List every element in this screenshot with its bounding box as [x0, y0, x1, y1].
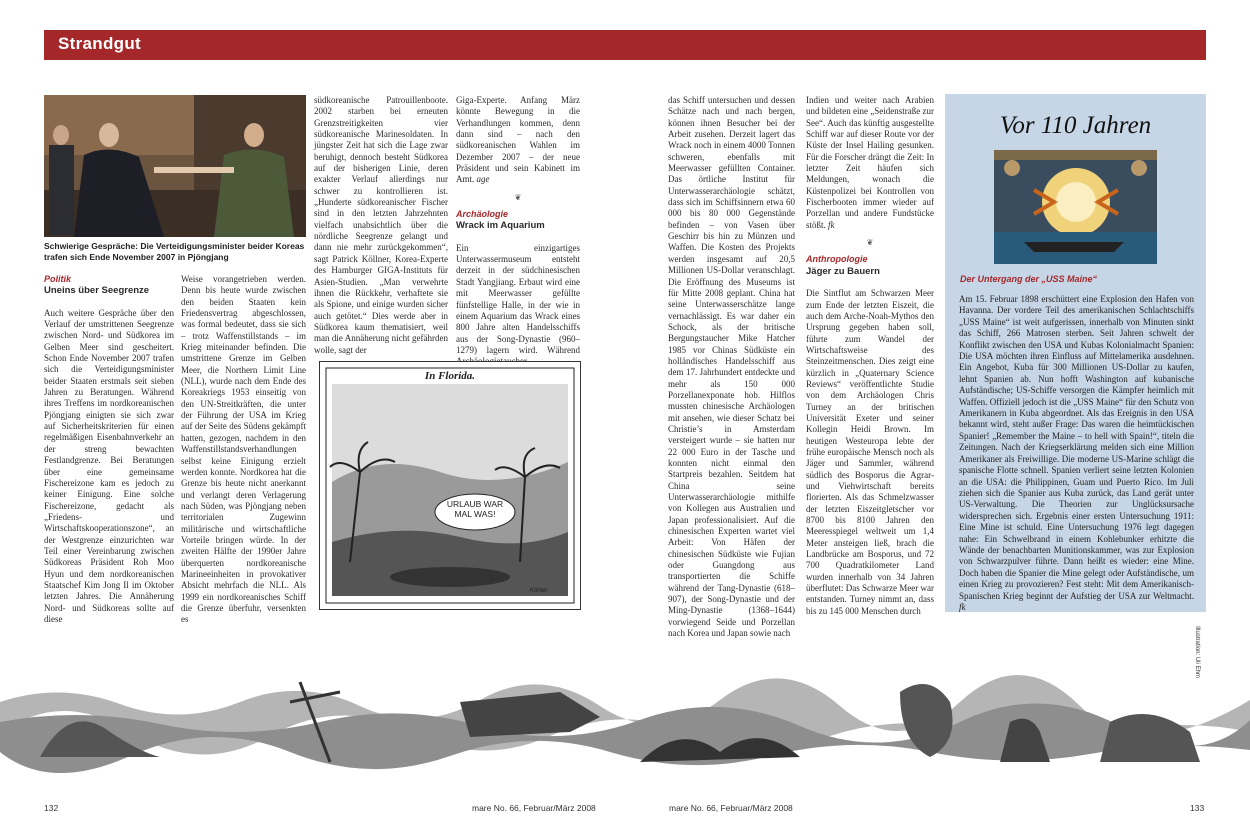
archaeologie-text-2: das Schiff untersuchen und dessen Schätze nach und nach bergen, können ihnen Besucher bei der Arbeit zusehen. Derzeit lagert das Wrack noch in einem 4000 Tonnen schweren, ebenfalls mit Meerwasser gefüllten Container. Das örtliche Institut für Unterwasserarchäologie schätzt, dass sich im Schiffsinnern etwa 60 000 bis 80 000 Gegenstände befinden – von Vasen über Geschirr bis hin zu Münzen und Waffen. Die Kosten des Projekts werden insgesamt auf 20,5 Millionen US-Dollar veranschlagt. Die Eröffnung des Museums ist für Mitte 2008 geplant. China hat seine Unterwasserschätze lange vernachlässigt. Es war daher ein Schock, als der britische Bergungstaucher Mike Hatcher 1985 vor Chinas Südküste ein holländisches Handelsschiff aus dem 17. Jahrhundert entdeckte und mehr als 150 000 Porzellanexponate hob. Hilflos mussten chinesische Archäologen mit ansehen, wie dieser Schatz bei Christie’s in Amsterdam versteigert wurde – sie hatten nur 22 000 Euro in der Tasche und konnten nicht einmal den Startpreis bezahlen. Seitdem hat China seine Unterwasserarchäologie mithilfe von Kollegen aus Australien und Japan professionalisiert. Auf die chinesischen Experten wartet viel Arbeit: Von Häfen der chinesischen Südküste wie Fujian oder Guangdong aus transportierten die Schiffe während der Tang-Dynastie (618–907), der Song-Dynastie und der Ming-Dynastie (1368–1644) vorwiegend Seide und Porzellan nach Korea und Japan sowie nach: [668, 95, 795, 639]
archaeologie-text-1: Ein einzigartiges Unterwassermuseum entsteht derzeit in der südchinesischen Stadt Yangjiang. Erbaut wird eine mit Meerwasser gefüllte fünfstellige Halle, in der wie in einem Aquarium das Wrack eines 800 Jahre alten Handelsschiffs aus der Song-Dynastie (960–1279) lagern wird. Während: [456, 242, 580, 355]
separator-ornament-icon: ❦: [866, 238, 874, 248]
section-header-bar: [44, 30, 1206, 60]
page-number-right: 133: [1190, 803, 1205, 813]
column-6: [806, 95, 934, 616]
anthropologie-kicker: Anthropologie: [806, 254, 868, 265]
cartoon-speech-bubble: URLAUB WAR MAL WAS!: [446, 499, 504, 519]
politik-signature: age: [476, 174, 490, 185]
seabed-illustration: [0, 662, 1250, 792]
uss-maine-illustration: [994, 150, 1157, 264]
cartoon-signature: Köhler: [530, 588, 548, 594]
anthropologie-headline: Jäger zu Bauern: [806, 265, 880, 277]
archaeologie-text-3: Indien und weiter nach Arabien und bildeten eine „Seidenstraße zur See“. Auch das künftig ausgestellte Schiff war auf dieser Route vor der Küste der Insel Hailing gesunken. Für die Forscher drängt die Zeit: In letzter Zeit häufen sich Meldungen, wonach die Küstenpolizei bei Kontrollen von Fischerbooten immer wieder auf Porzellan und andere Fundstücke stößt.: [806, 95, 934, 230]
sidebar-title: Vor 110 Jahren: [999, 112, 1152, 139]
archaeologie-headline: Wrack im Aquarium: [456, 220, 545, 232]
archaeologie-signature: fk: [828, 219, 835, 230]
cartoon-illustration: [320, 362, 580, 609]
section-title: Strandgut: [58, 34, 141, 53]
cartoon-frame: [319, 361, 581, 610]
sidebar-text: [959, 294, 1194, 613]
sidebar-body: Am 15. Februar 1898 erschüttert eine Explosion den Hafen von Havanna. Der vordere Teil des amerikanischen Schlachtschiffs „USS Maine“ ist weit aufgerissen, innerhalb von Minuten sinkt das Schiff, 266 Matrosen sterben. Seit Jahren schwelt der Konflikt zwischen den USA und Kubas Kolonialmacht Spanien: Die USA möchten ihren Einfluss auf Mittelamerika ausdehnen. Ein Angebot, Kuba für 300 Millionen US-Dollar zu kaufen, lehnt Spanien ab. Nun hofft Washington auf kubanische Aufständische; US-Schiffe versorgen die Kämpfer heimlich mit Waffen. Offiziell jedoch ist die „USS Maine“ für den Schutz von Amerikanern in Kuba abgeordnet. Als das Ereignis in den USA bekannt wird, steht außer Frage: Das waren die heimtückischen Spanier! „Remember the Maine – to hell with Spain!“, titeln die Zeitungen. Nach der Kriegserklärung melden sich eine Million Amerikaner als Freiwillige. Die moderne US-Marine schlägt die spanische Flotte schnell. Spanien verliert seine letzten Kolonien an die USA: die Philippinen, Guam und Puerto Rico. Im Juli ziehen sich die Spanier aus Kuba zurück, das Land gerät unter US-Verwaltung. Die Theorien zur Unglücksursache widersprechen sich. Ergebnis einer ersten Untersuchung 1911: Eine Mine ist schuld. Eine Untersuchung 1976 legt dagegen nahe: Ein Schwelbrand in einem Kohlebunker erhitzte die Wände der benachbarten Munitionskammer, was zur Explosion von Schwarzpulver führte. Dann heißt es wieder: eine Mine. Doch haben die Spanier die Mine gelegt oder Aufständische, um einen Krieg zu provozieren? Fest steht: Mit dem Amerikanisch-Spanischen Krieg beginnt der Aufstieg der USA zur Weltmacht.: [959, 294, 1194, 601]
seabed-illustration-art: [0, 662, 1250, 792]
ministers-photo: [44, 95, 306, 237]
vor-110-jahren-box: [945, 94, 1206, 612]
separator-ornament-icon: ❦: [514, 192, 522, 202]
issue-info-left: mare No. 66, Februar/März 2008: [472, 803, 596, 813]
archaeologie-column-2: [668, 95, 795, 639]
cartoon-title: In Florida.: [424, 370, 476, 382]
politik-text-4: Giga-Experte. Anfang März könnte Bewegung in die Verhandlungen kommen, denn dann sind – nach den südkoreanischen Wahlen im Dezember 2007 – der neue Präsident und sein Kabinett im Amt.: [456, 95, 580, 185]
politik-text-1: Auch weitere Gespräche über den Verlauf der umstrittenen Seegrenze zwischen Nord- und Südkorea im Gelben Meer sind gescheitert. Schon Ende November 2007 trafen sich die Verteidigungsminister beider Staaten erstmals seit sieben Jahren zu Beratungen. Während ihres Treffens im nordkoreanischen Pjöngjang einigten sie sich zwar auf Sicherheitskriterien für einen regelmäßigen Eisenbahnverkehr an der streng bewachten Festlandgrenze. Bei Beratungen über eine gemeinsame Fischereizone kam es jedoch zu keiner Einigung. Eine solche Fischereizone, gedacht als „Friedens- und Wirtschaftskooperationszone“, an der Westgrenze einzurichten war Teil einer Vereinbarung zwischen Südkoreas Präsident Roh Moo Hyun und dem nordkoreanischen Staatschef Kim Jong Il im Oktober letzten Jahres. Die Annäherung Nord- und Südkoreas sollte auf diese: [44, 307, 174, 624]
uss-maine-image: [994, 150, 1157, 264]
ministers-photo-illustration: [44, 95, 306, 237]
anthropologie-text: Die Sintflut am Schwarzen Meer zum Ende der letzten Eiszeit, die auch dem Arche-Noah-Mythos den Ursprung gegeben haben soll, führte zum Wandel der Wirtschaftsweise des Steinzeitmenschen. Dies zeigt eine kürzlich in „Quaternary Science Reviews“ veröffentlichte Studie von dem Archäologen Chris Turney an der britischen Universität Exeter und seiner Kollegin Heidi Brown. Im heutigen Westeuropa lebte der frühe europäische Mensch noch als Jäger und Sammler, während südlich des Bosporus die Agrar- und Viehwirtschaft bereits florierten. Als das Schmelzwasser der letzten Eiszeitgletscher vor 8700 bis 8100 Jahren den Meeresspiegel weltweit um 1,4 Meter ansteigen ließ, brach die Landbrücke am Bosporus, und 72 700 Quadratkilometer Land wurden innerhalb von 34 Jahren überflutet: Das Schwarze Meer war entstanden. Turney nimmt an, dass bis zu 145 000 Menschen durch: [806, 288, 934, 616]
sidebar-signature: fk: [959, 601, 966, 612]
politik-column-2: [181, 274, 306, 625]
illustration-credit-text: Illustration: Uli Ehm: [1193, 626, 1200, 678]
politik-text-2: Weise vorangetrieben werden. Denn bis heute wurde zwischen den beiden Staaten kein Friedensvertrag abgeschlossen, was formal bedeutet, dass sie sich – trotz Waffenstillstands – im Krieg miteinander befinden. Die umstrittene Grenze im Gelben Meer, die Northern Limit Line (NLL), wurde nach dem Ende des Koreakriegs 1953 einseitig von den UN-Streitkräften, die unter der Führung der USA im Krieg auf der Seite des Südens gekämpft hatten, gezogen, nachdem in den Waffenstillstandsverhandlungen selbst keine Einigung erzielt werden konnte. Nordkorea hat die Grenze bis heute nicht anerkannt und verlangt deren Verlagerung nach Süden, was Pjöngjang neben territorialen Zugewinn militärische und wirtschaftliche Vorteile bringen würde. In der zweiten Hälfte der 1990er Jahre überquerten nordkoreanische Marineeinheiten in provokativer Absicht mehrfach die NLL. Als 1999 ein nordkoreanisches Schiff die Grenze überfuhr, versenkten es: [181, 274, 306, 625]
photo-caption: Schwierige Gespräche: Die Verteidigungsminister beider Koreas trafen sich Ende November 2007 in Pjöngjang: [44, 241, 305, 262]
politik-kicker: Politik: [44, 274, 72, 284]
sidebar-caption: Der Untergang der „USS Maine“: [960, 274, 1098, 284]
politik-headline: Uneins über Seegrenze: [44, 285, 150, 297]
politik-column-3: [314, 95, 448, 353]
politik-text-3: südkoreanische Patrouillenboote. 2002 starben bei erneuten Grenzstreitigkeiten vier südkoreanische Marinesoldaten. In jüngster Zeit hat sich die Lage zwar beruhigt, dennoch besteht Südkorea auf der bisherigen Linie, deren exakter Verlauf allerdings nur schwer zu kontrollieren ist. „Hunderte südkoreanischer Fischer sind in den letzten Jahrzehnten vielfach unabsichtlich über die nördliche Seegrenze gelangt und dann nie mehr zurückgekommen“, sagt Patrick Köllner, Korea-Experte des Hamburger GIGA-Instituts für Asien-Studien. „Man verwehrte ihnen die Rückkehr, verhaftete sie als Spione, und einige wurden sicher auch getötet.“ Dies werde aber in Südkorea kaum thematisiert, weil man die Annäherung nicht gefährden wolle, sagt der: [314, 95, 448, 355]
archaeologie-kicker: Archäologie: [456, 209, 509, 220]
page-number-left: 132: [44, 803, 59, 813]
column-4: [456, 95, 580, 353]
issue-info-right: mare No. 66, Februar/März 2008: [669, 803, 793, 813]
politik-column-1: [44, 274, 174, 624]
